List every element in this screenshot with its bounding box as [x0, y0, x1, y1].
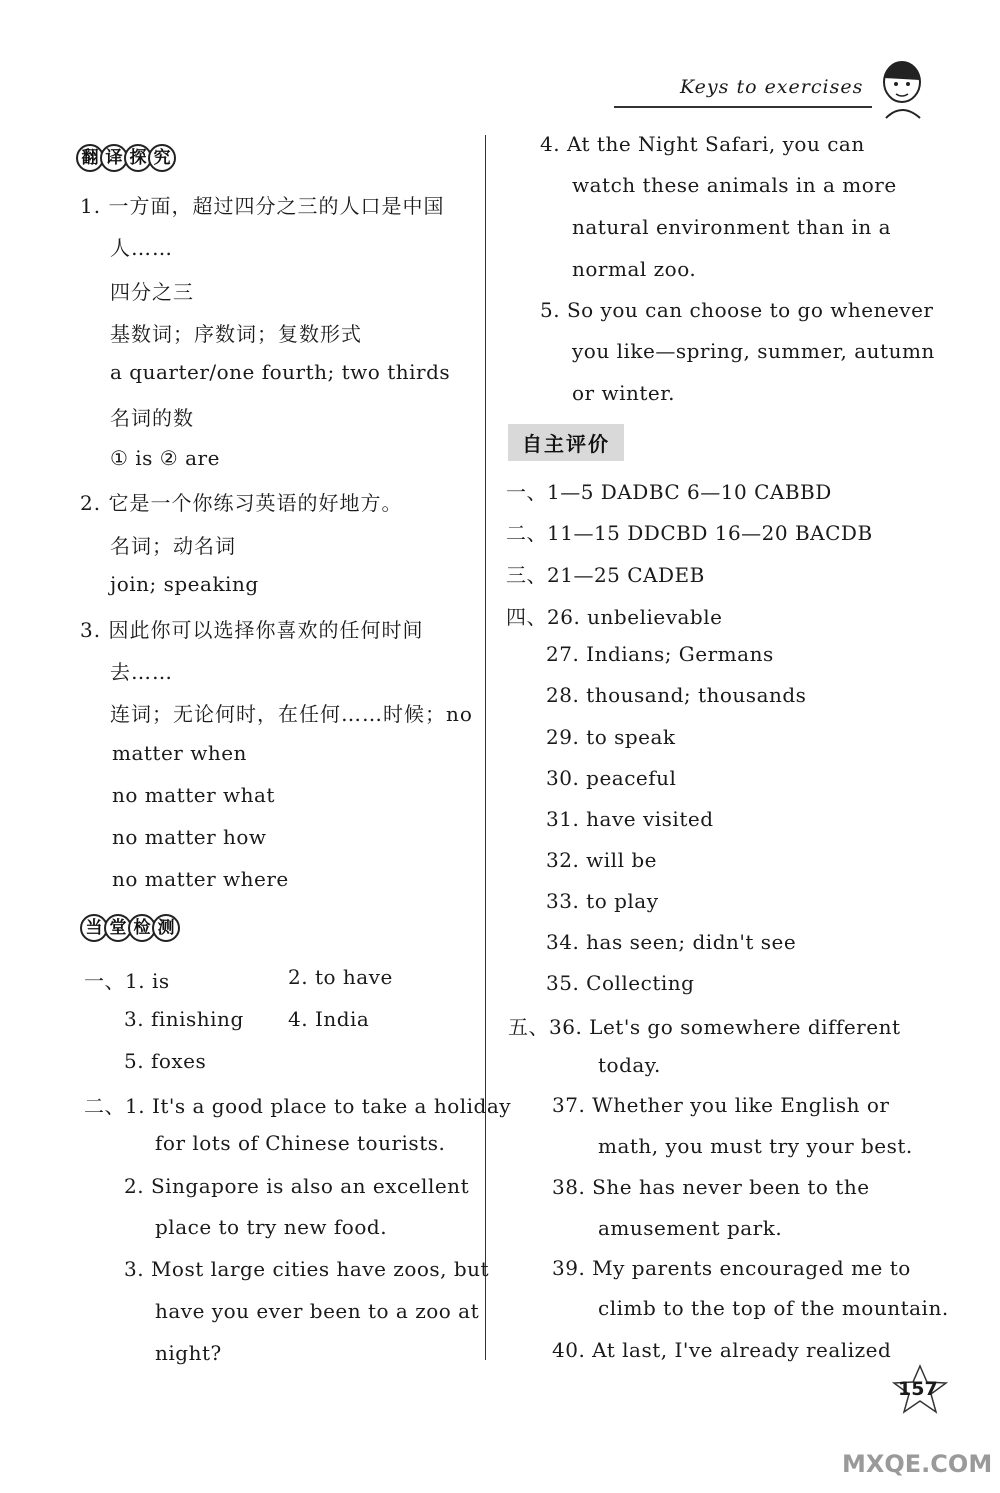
answer-line: 38. She has never been to the	[552, 1175, 870, 1199]
answer-line: natural environment than in a	[572, 215, 892, 239]
answer-line: 一、1—5 DADBC 6—10 CABBD	[506, 480, 832, 504]
answer-line: today.	[598, 1053, 661, 1077]
answer-line: 四分之三	[110, 280, 194, 304]
answer-line: 名词；动名词	[110, 534, 236, 558]
section-char: 译	[100, 144, 128, 172]
answer-line: 二、11—15 DDCBD 16—20 BACDB	[506, 521, 873, 545]
answer-line: 5. foxes	[124, 1049, 207, 1073]
answer-line: 31. have visited	[546, 807, 714, 831]
answer-line: 29. to speak	[546, 725, 676, 749]
section-char: 翻	[76, 144, 104, 172]
header-title: Keys to exercises	[680, 76, 864, 98]
section-char: 检	[128, 914, 156, 942]
answer-line: 3. 因此你可以选择你喜欢的任何时间	[80, 618, 424, 642]
answer-line: 33. to play	[546, 889, 659, 913]
answer-line: 4. India	[288, 1007, 370, 1031]
answer-line: 4. At the Night Safari, you can	[540, 132, 865, 156]
answer-line: 32. will be	[546, 848, 657, 872]
answer-line: or winter.	[572, 381, 675, 405]
answer-line: watch these animals in a more	[572, 173, 897, 197]
answer-line: 30. peaceful	[546, 766, 677, 790]
answer-line: amusement park.	[598, 1216, 783, 1240]
answer-line: join; speaking	[110, 572, 259, 596]
answer-line: night?	[155, 1341, 222, 1365]
answer-line: 去……	[110, 660, 173, 684]
answer-line: place to try new food.	[155, 1215, 388, 1239]
answer-line: 34. has seen; didn't see	[546, 930, 797, 954]
answer-line: a quarter/one fourth; two thirds	[110, 360, 451, 384]
answer-line: 3. Most large cities have zoos, but	[124, 1257, 490, 1281]
answer-line: 人……	[110, 236, 173, 260]
section-title-translation	[76, 144, 172, 172]
answer-line: 名词的数	[110, 406, 194, 430]
answer-line: 2. to have	[288, 965, 393, 989]
answer-line: 2. 它是一个你练习英语的好地方。	[80, 491, 403, 515]
answer-line: 基数词；序数词；复数形式	[110, 322, 362, 346]
section-char: 堂	[104, 914, 132, 942]
answer-line: matter when	[112, 741, 247, 765]
answer-line: 39. My parents encouraged me to	[552, 1256, 911, 1280]
section-char: 测	[152, 914, 180, 942]
answer-line: 二、1. It's a good place to take a holiday	[84, 1094, 512, 1118]
answer-line: 40. At last, I've already realized	[552, 1338, 892, 1362]
answer-line: 28. thousand; thousands	[546, 683, 807, 707]
answer-line: climb to the top of the mountain.	[598, 1296, 949, 1320]
answer-line: 三、21—25 CADEB	[506, 563, 705, 587]
answer-line: ① is ② are	[110, 446, 220, 470]
watermark: MXQE.COM	[842, 1450, 993, 1478]
answer-line: 5. So you can choose to go whenever	[540, 298, 934, 322]
answer-line: no matter how	[112, 825, 267, 849]
page-number: 157	[898, 1378, 938, 1400]
answer-line: for lots of Chinese tourists.	[155, 1131, 446, 1155]
header-rule	[614, 106, 872, 108]
section-title-self-assessment: 自主评价	[508, 424, 624, 461]
answer-line: 3. finishing	[124, 1007, 244, 1031]
answer-line: 五、36. Let's go somewhere different	[508, 1015, 901, 1039]
section-char: 探	[124, 144, 152, 172]
column-divider	[485, 135, 486, 1360]
answer-line: no matter what	[112, 783, 275, 807]
answer-line: 连词；无论何时，在任何……时候；no	[110, 702, 473, 726]
answer-line: 37. Whether you like English or	[552, 1093, 890, 1117]
answer-line: 35. Collecting	[546, 971, 695, 995]
answer-line: 四、26. unbelievable	[506, 605, 723, 629]
answer-line: have you ever been to a zoo at	[155, 1299, 480, 1323]
answer-line: 一、1. is	[84, 969, 170, 993]
answer-line: 27. Indians; Germans	[546, 642, 774, 666]
answer-line: no matter where	[112, 867, 289, 891]
girl-mascot-icon	[876, 52, 932, 122]
answer-line: 1. 一方面，超过四分之三的人口是中国	[80, 194, 445, 218]
section-title-class-test	[80, 914, 176, 942]
section-char: 当	[80, 914, 108, 942]
answer-line: math, you must try your best.	[598, 1134, 913, 1158]
answer-line: you like—spring, summer, autumn	[572, 339, 935, 363]
section-char: 究	[148, 144, 176, 172]
answer-line: 2. Singapore is also an excellent	[124, 1174, 470, 1198]
answer-line: normal zoo.	[572, 257, 697, 281]
